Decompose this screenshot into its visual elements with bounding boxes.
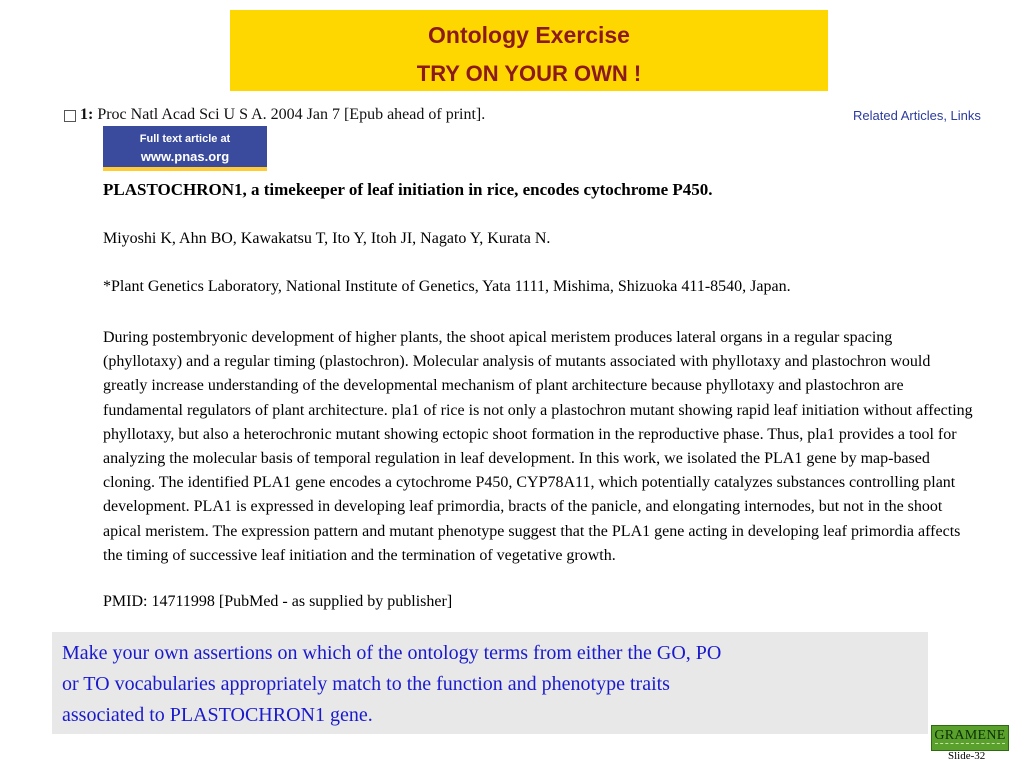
abstract-line: cloning. The identified PLA1 gene encodes a cytochrome P450, CYP78A11, which potentially catalyzes substances controlling plant xyxy=(103,474,956,492)
logo-decoration xyxy=(935,743,1005,747)
citation-source: Proc Natl Acad Sci U S A. 2004 Jan 7 [Epub ahead of print]. xyxy=(97,106,486,123)
abstract-line: analyzing the molecular basis of temporal regulation in leaf development. In this work, we isolated the PLA1 gene by map-based xyxy=(103,450,930,468)
select-checkbox[interactable] xyxy=(64,110,76,122)
pnas-full-text-button[interactable] xyxy=(103,126,267,171)
instruction-line: or TO vocabularies appropriately match to the function and phenotype traits xyxy=(62,673,670,695)
pnas-stripe xyxy=(103,167,267,171)
abstract-line: (phyllotaxy) and a regular timing (plastochron). Molecular analysis of mutants associated with phyllotaxy and plastochron would xyxy=(103,353,931,371)
logo-text: GRAMENE xyxy=(934,728,1006,743)
title-banner xyxy=(230,10,828,91)
pnas-label: Full text article at xyxy=(139,133,231,145)
abstract-text xyxy=(103,326,988,568)
article-affiliation: *Plant Genetics Laboratory, National Institute of Genetics, Yata 1111, Mishima, Shizuoka 411-8540, Japan. xyxy=(103,278,791,295)
pmid-line: PMID: 14711998 [PubMed - as supplied by publisher] xyxy=(103,593,453,610)
article-authors: Miyoshi K, Ahn BO, Kawakatsu T, Ito Y, Itoh JI, Nagato Y, Kurata N. xyxy=(103,230,551,247)
article-title: PLASTOCHRON1, a timekeeper of leaf initiation in rice, encodes cytochrome P450. xyxy=(103,180,713,199)
abstract-line: development. PLA1 is expressed in developing leaf primordia, bracts of the panicle, and elongating internodes, but not in the shoot xyxy=(103,498,943,516)
instruction-box xyxy=(52,632,928,734)
pubmed-abstract xyxy=(62,100,988,620)
pnas-url: www.pnas.org xyxy=(140,149,230,164)
abstract-line: apical meristem. The expression pattern and mutant phenotype suggest that the PLA1 gene acting in developing leaf primordia affects xyxy=(103,522,961,540)
citation-number: 1: xyxy=(80,106,94,123)
instruction-line: Make your own assertions on which of the ontology terms from either the GO, PO xyxy=(62,642,722,664)
abstract-line: fundamental regulators of plant architecture. pla1 of rice is not only a plastochron mutant showing rapid leaf initiation without affecting xyxy=(103,401,973,419)
abstract-line: greatly increase understanding of the developmental mechanism of plant architecture because phyllotaxy and plastochron are xyxy=(103,377,904,395)
gramene-logo xyxy=(931,725,1009,751)
slide-number: Slide-32 xyxy=(948,750,986,762)
abstract-line: phyllotaxy, but also a heterochronic mutant showing ectopic shoot formation in the reproductive phase. Thus, pla1 provides a tool for xyxy=(103,425,957,443)
citation-line xyxy=(80,106,485,124)
related-articles-link[interactable]: Related Articles, Links xyxy=(853,108,981,123)
abstract-line: During postembryonic development of higher plants, the shoot apical meristem produces lateral organs in a regular spacing xyxy=(103,329,893,346)
instruction-line: associated to PLASTOCHRON1 gene. xyxy=(62,704,373,726)
slide-title: Ontology Exercise xyxy=(428,22,630,48)
slide-subtitle: TRY ON YOUR OWN ! xyxy=(416,61,642,86)
abstract-line: the timing of successive leaf initiation and the termination of vegetative growth. xyxy=(103,546,616,564)
